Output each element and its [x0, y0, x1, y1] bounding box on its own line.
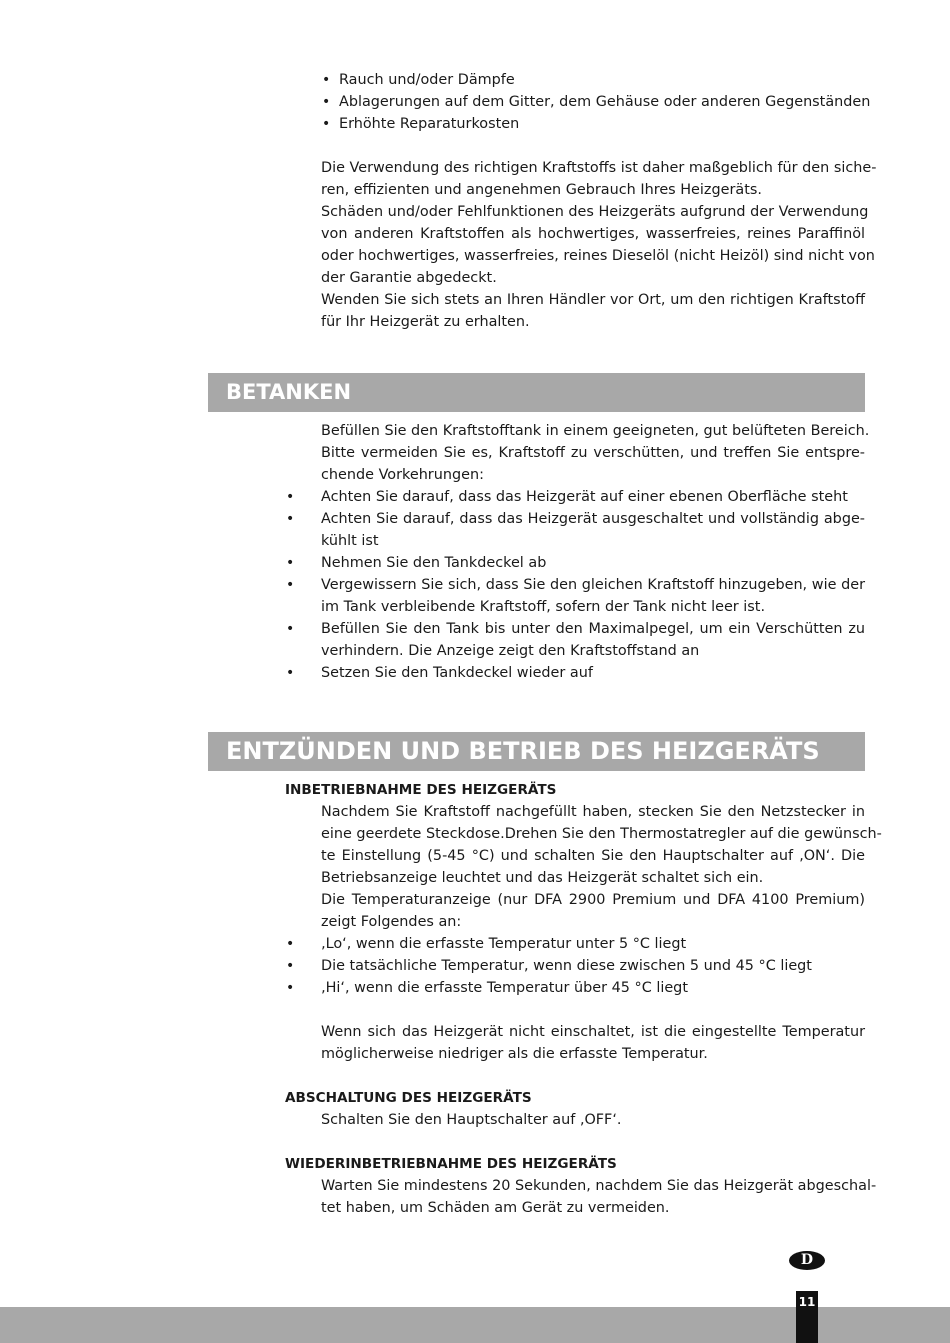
bullet-dot: •	[286, 555, 295, 571]
list-item: Rauch und/oder Dämpfe	[339, 72, 515, 88]
list-item: Befüllen Sie den Tank bis unter den Maximalpegel, um ein Verschütten zu	[321, 621, 865, 637]
list-item: Die tatsächliche Temperatur, wenn diese zwischen 5 und 45 °C liegt	[321, 958, 812, 974]
text-line: Die Temperaturanzeige (nur DFA 2900 Premium und DFA 4100 Premium)	[321, 892, 865, 908]
section-header-betrieb	[208, 732, 865, 771]
text-line: te Einstellung (5-45 °C) und schalten Sie den Hauptschalter auf ‚ON‘. Die	[321, 848, 865, 864]
list-item: Achten Sie darauf, dass das Heizgerät ausgeschaltet und vollständig abge-	[321, 511, 865, 527]
page-number: 11	[796, 1291, 818, 1343]
list-item-continuation: kühlt ist	[321, 533, 379, 549]
bullet-dot: •	[322, 94, 331, 110]
text-line: möglicherweise niedriger als die erfasste Temperatur.	[321, 1046, 708, 1062]
text-line: eine geerdete Steckdose.Drehen Sie den Thermostatregler auf die gewünsch-	[321, 826, 882, 842]
abschaltung-text: Schalten Sie den Hauptschalter auf ‚OFF‘.	[321, 1112, 622, 1128]
section-title: BETANKEN	[226, 380, 352, 404]
text-line: Die Verwendung des richtigen Kraftstoffs ist daher maßgeblich für den siche-	[321, 160, 877, 176]
subheading-abschaltung: ABSCHALTUNG DES HEIZGERÄTS	[285, 1090, 532, 1106]
text-line: der Garantie abgedeckt.	[321, 270, 497, 286]
bullet-dot: •	[286, 936, 295, 952]
text-line: von anderen Kraftstoffen als hochwertiges, wasserfreies, reines Paraffinöl	[321, 226, 865, 242]
text-line: für Ihr Heizgerät zu erhalten.	[321, 314, 530, 330]
section-header-betanken	[208, 373, 865, 412]
text-line: Wenn sich das Heizgerät nicht einschaltet, ist die eingestellte Temperatur	[321, 1024, 865, 1040]
text-line: Betriebsanzeige leuchtet und das Heizgerät schaltet sich ein.	[321, 870, 764, 886]
subheading-inbetriebnahme: INBETRIEBNAHME DES HEIZGERÄTS	[285, 782, 557, 798]
text-line: Befüllen Sie den Kraftstofftank in einem geeigneten, gut belüfteten Bereich.	[321, 423, 870, 439]
bullet-dot: •	[286, 980, 295, 996]
list-item: Erhöhte Reparaturkosten	[339, 116, 520, 132]
language-badge: D	[789, 1251, 825, 1270]
list-item: Achten Sie darauf, dass das Heizgerät auf einer ebenen Oberfläche steht	[321, 489, 848, 505]
section-title: ENTZÜNDEN UND BETRIEB DES HEIZGERÄTS	[226, 737, 820, 765]
list-item: Vergewissern Sie sich, dass Sie den gleichen Kraftstoff hinzugeben, wie der	[321, 577, 865, 593]
bullet-dot: •	[286, 958, 295, 974]
list-item: ‚Hi‘, wenn die erfasste Temperatur über 45 °C liegt	[321, 980, 688, 996]
text-line: Nachdem Sie Kraftstoff nachgefüllt haben, stecken Sie den Netzstecker in	[321, 804, 865, 820]
bullet-dot: •	[322, 72, 331, 88]
list-item: Setzen Sie den Tankdeckel wieder auf	[321, 665, 593, 681]
text-line: oder hochwertiges, wasserfreies, reines Dieselöl (nicht Heizöl) sind nicht von	[321, 248, 875, 264]
text-line: Wenden Sie sich stets an Ihren Händler vor Ort, um den richtigen Kraftstoff	[321, 292, 865, 308]
bullet-dot: •	[286, 577, 295, 593]
bullet-dot: •	[322, 116, 331, 132]
bullet-dot: •	[286, 489, 295, 505]
text-line: Schäden und/oder Fehlfunktionen des Heizgeräts aufgrund der Verwendung	[321, 204, 869, 220]
list-item-continuation: verhindern. Die Anzeige zeigt den Kraftstoffstand an	[321, 643, 700, 659]
text-line: Warten Sie mindestens 20 Sekunden, nachdem Sie das Heizgerät abgeschal-	[321, 1178, 877, 1194]
bullet-dot: •	[286, 621, 295, 637]
text-line: ren, effizienten und angenehmen Gebrauch Ihres Heizgeräts.	[321, 182, 762, 198]
list-item-continuation: im Tank verbleibende Kraftstoff, sofern der Tank nicht leer ist.	[321, 599, 766, 615]
subheading-wiederinbetriebnahme: WIEDERINBETRIEBNAHME DES HEIZGERÄTS	[285, 1156, 617, 1172]
text-line: tet haben, um Schäden am Gerät zu vermeiden.	[321, 1200, 670, 1216]
list-item: ‚Lo‘, wenn die erfasste Temperatur unter 5 °C liegt	[321, 936, 687, 952]
list-item: Ablagerungen auf dem Gitter, dem Gehäuse oder anderen Gegenständen	[339, 94, 871, 110]
text-line: chende Vorkehrungen:	[321, 467, 484, 483]
bullet-dot: •	[286, 511, 295, 527]
bullet-dot: •	[286, 665, 295, 681]
text-line: zeigt Folgendes an:	[321, 914, 462, 930]
list-item: Nehmen Sie den Tankdeckel ab	[321, 555, 547, 571]
text-line: Bitte vermeiden Sie es, Kraftstoff zu verschütten, und treffen Sie entspre-	[321, 445, 865, 461]
